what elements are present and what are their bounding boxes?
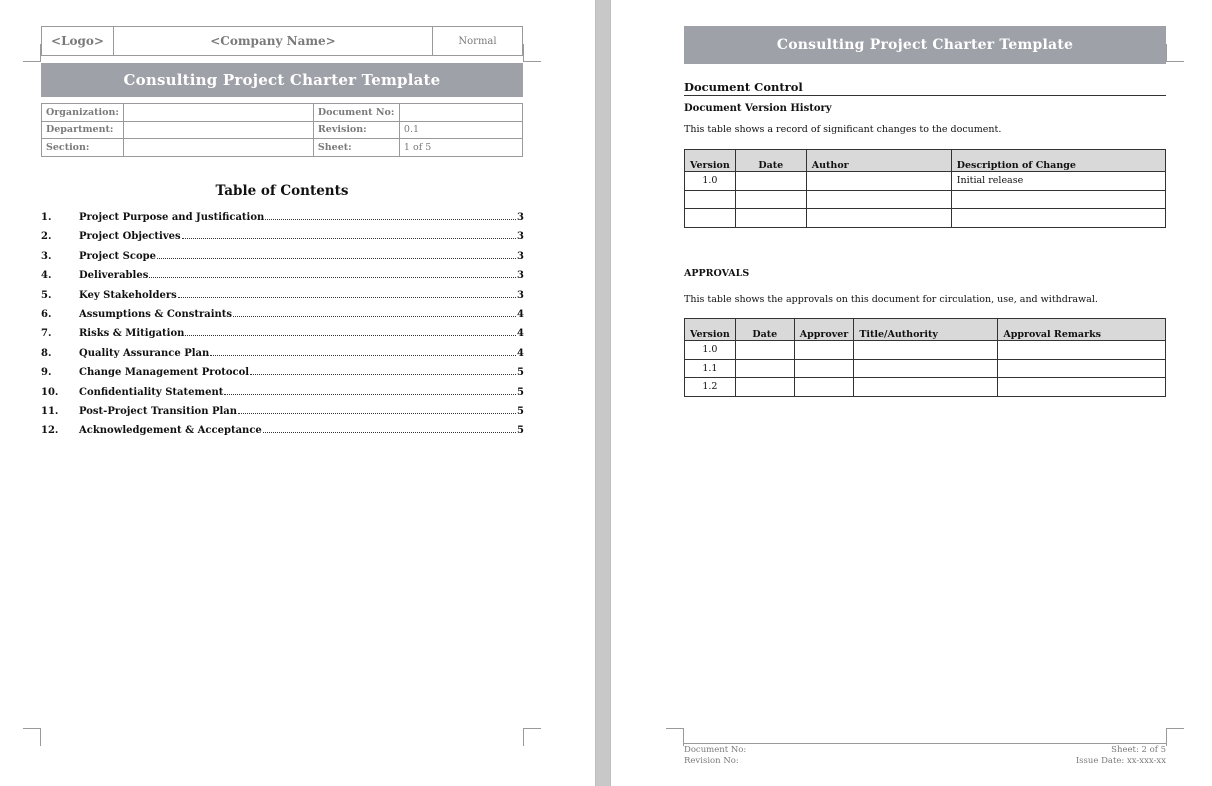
table-cell[interactable] xyxy=(735,172,806,191)
table-cell[interactable] xyxy=(806,172,951,191)
column-header: Version xyxy=(685,150,736,172)
toc-text: Project Objectives xyxy=(79,231,181,243)
footer-revision-no: Revision No: xyxy=(684,756,739,766)
toc-leader xyxy=(178,297,516,298)
toc-page: 3 xyxy=(517,231,524,243)
document-control-heading: Document Control xyxy=(684,80,1166,96)
toc-text: Project Purpose and Justification xyxy=(79,212,265,223)
table-cell[interactable] xyxy=(806,190,951,209)
column-header: Version xyxy=(685,319,736,341)
toc-title: Table of Contents xyxy=(215,183,349,199)
style-label: Normal xyxy=(458,35,497,47)
table-cell[interactable] xyxy=(998,378,1166,397)
toc-number: 1. xyxy=(41,212,52,223)
toc-number: 5. xyxy=(41,289,52,301)
footer-issue-date: Issue Date: xx-xxx-xx xyxy=(1075,756,1166,766)
toc-leader xyxy=(149,277,516,278)
toc-page: 4 xyxy=(517,308,524,320)
toc-leader xyxy=(250,374,516,375)
organization-value xyxy=(123,104,313,122)
column-header: Author xyxy=(806,150,951,172)
document-no-label: Document No: xyxy=(313,104,399,122)
toc-leader xyxy=(182,238,516,239)
toc-text: Confidentiality Statement xyxy=(79,386,224,398)
toc-entry[interactable] xyxy=(41,270,523,289)
section-label: Section: xyxy=(42,139,124,157)
table-cell[interactable] xyxy=(854,359,998,378)
toc-text: Acknowledgement & Acceptance xyxy=(79,425,262,437)
toc-entry[interactable] xyxy=(41,387,523,406)
table-cell[interactable] xyxy=(735,190,806,209)
table-cell[interactable]: 1.1 xyxy=(685,359,736,378)
footer-right xyxy=(1076,745,1166,767)
toc-entry[interactable] xyxy=(41,348,523,367)
table-cell[interactable] xyxy=(794,341,854,360)
toc-text: Change Management Protocol xyxy=(79,367,250,379)
version-history-table xyxy=(684,149,1166,228)
approvals-table xyxy=(684,318,1166,397)
column-header: Date xyxy=(735,319,794,341)
crop-mark xyxy=(23,728,41,746)
table-cell[interactable]: Initial release xyxy=(951,172,1165,191)
crop-mark xyxy=(523,728,541,746)
table-cell[interactable] xyxy=(806,209,951,228)
toc-number: 9. xyxy=(41,367,52,379)
toc-entry[interactable] xyxy=(41,328,523,347)
crop-mark xyxy=(666,728,684,746)
sheet-label: Sheet: xyxy=(313,139,399,157)
document-info-table xyxy=(41,103,523,157)
footer-sheet: Sheet: 2 of 5 xyxy=(1111,745,1166,755)
table-cell[interactable] xyxy=(951,190,1165,209)
crop-mark xyxy=(23,44,41,62)
table-cell[interactable] xyxy=(685,190,736,209)
toc-number: 2. xyxy=(41,231,52,243)
column-header: Date xyxy=(735,150,806,172)
toc-page: 4 xyxy=(517,347,524,359)
toc-page: 3 xyxy=(517,212,524,223)
document-title-banner: Consulting Project Charter Template xyxy=(684,26,1166,64)
sheet-value: 1 of 5 xyxy=(399,139,522,157)
document-no-value xyxy=(399,104,522,122)
header-table xyxy=(41,26,523,56)
footer-left xyxy=(684,745,746,767)
footer-document-no: Document No: xyxy=(684,745,747,755)
table-cell[interactable] xyxy=(735,378,794,397)
toc-number: 8. xyxy=(41,347,52,359)
crop-mark xyxy=(1166,44,1184,62)
table-cell[interactable]: 1.0 xyxy=(685,172,736,191)
toc-page: 3 xyxy=(517,289,524,301)
toc-text: Key Stakeholders xyxy=(79,289,177,301)
document-title-banner: Consulting Project Charter Template xyxy=(41,63,523,97)
table-cell[interactable] xyxy=(735,209,806,228)
toc-entry[interactable] xyxy=(41,406,523,425)
toc-number: 12. xyxy=(41,425,59,437)
table-cell[interactable] xyxy=(998,341,1166,360)
table-cell[interactable] xyxy=(794,378,854,397)
table-cell[interactable] xyxy=(685,209,736,228)
table-of-contents xyxy=(41,212,523,445)
toc-number: 6. xyxy=(41,308,52,320)
approvals-heading: APPROVALS xyxy=(684,268,750,279)
table-cell[interactable] xyxy=(735,359,794,378)
department-label: Department: xyxy=(42,121,124,139)
crop-mark xyxy=(523,44,541,62)
toc-text: Post-Project Transition Plan xyxy=(79,405,238,417)
toc-leader xyxy=(185,335,516,336)
toc-entry[interactable] xyxy=(41,231,523,250)
column-header: Approver xyxy=(794,319,854,341)
toc-page: 4 xyxy=(517,328,524,340)
department-value xyxy=(123,121,313,139)
toc-page: 5 xyxy=(517,386,524,398)
table-cell[interactable] xyxy=(998,359,1166,378)
toc-number: 10. xyxy=(41,386,59,398)
table-cell[interactable] xyxy=(951,209,1165,228)
toc-leader xyxy=(233,316,516,317)
toc-text: Assumptions & Constraints xyxy=(79,308,233,320)
toc-page: 5 xyxy=(517,367,524,379)
toc-number: 11. xyxy=(41,405,59,417)
toc-page: 5 xyxy=(517,425,524,437)
toc-leader xyxy=(210,355,516,356)
toc-leader xyxy=(265,219,516,220)
toc-leader xyxy=(263,432,516,433)
toc-number: 4. xyxy=(41,270,52,282)
page-2 xyxy=(610,0,1212,786)
table-row xyxy=(685,190,1166,209)
company-name: <Company Name> xyxy=(114,27,433,55)
logo-placeholder: <Logo> xyxy=(42,27,114,55)
toc-number: 3. xyxy=(41,250,52,262)
toc-entry[interactable] xyxy=(41,212,523,231)
toc-page: 3 xyxy=(517,250,524,262)
toc-number: 7. xyxy=(41,328,52,340)
table-row xyxy=(685,341,1166,360)
toc-entry[interactable] xyxy=(41,251,523,270)
table-cell[interactable]: 1.2 xyxy=(685,378,736,397)
page-1 xyxy=(0,0,596,786)
table-cell[interactable] xyxy=(854,341,998,360)
crop-mark xyxy=(1166,728,1184,746)
toc-text: Deliverables xyxy=(79,270,149,282)
toc-leader xyxy=(238,413,516,414)
toc-entry[interactable] xyxy=(41,367,523,386)
toc-text: Risks & Mitigation xyxy=(79,328,185,340)
footer-rule xyxy=(684,743,1166,744)
approvals-description: This table shows the approvals on this document for circulation, use, and withdrawal. xyxy=(684,294,1098,305)
column-header: Approval Remarks xyxy=(998,319,1166,341)
column-header: Description of Change xyxy=(951,150,1165,172)
toc-text: Project Scope xyxy=(79,250,156,262)
version-history-heading: Document Version History xyxy=(684,103,832,114)
column-header: Title/Authority xyxy=(854,319,998,341)
toc-page: 5 xyxy=(517,405,524,417)
table-row xyxy=(685,209,1166,228)
table-cell[interactable] xyxy=(854,378,998,397)
section-value xyxy=(123,139,313,157)
toc-text: Quality Assurance Plan xyxy=(79,347,210,359)
toc-entry[interactable] xyxy=(41,290,523,309)
version-history-description: This table shows a record of significant changes to the document. xyxy=(684,124,1002,135)
toc-leader xyxy=(224,394,516,395)
table-cell[interactable]: 1.0 xyxy=(685,341,736,360)
toc-leader xyxy=(157,258,516,259)
revision-label: Revision: xyxy=(313,121,399,139)
toc-entry[interactable] xyxy=(41,425,523,444)
organization-label: Organization: xyxy=(42,104,124,122)
table-row xyxy=(685,172,1166,191)
table-row xyxy=(685,359,1166,378)
toc-page: 3 xyxy=(517,270,524,282)
table-row xyxy=(685,378,1166,397)
table-cell[interactable] xyxy=(735,341,794,360)
table-cell[interactable] xyxy=(794,359,854,378)
toc-entry[interactable] xyxy=(41,309,523,328)
revision-value: 0.1 xyxy=(399,121,522,139)
